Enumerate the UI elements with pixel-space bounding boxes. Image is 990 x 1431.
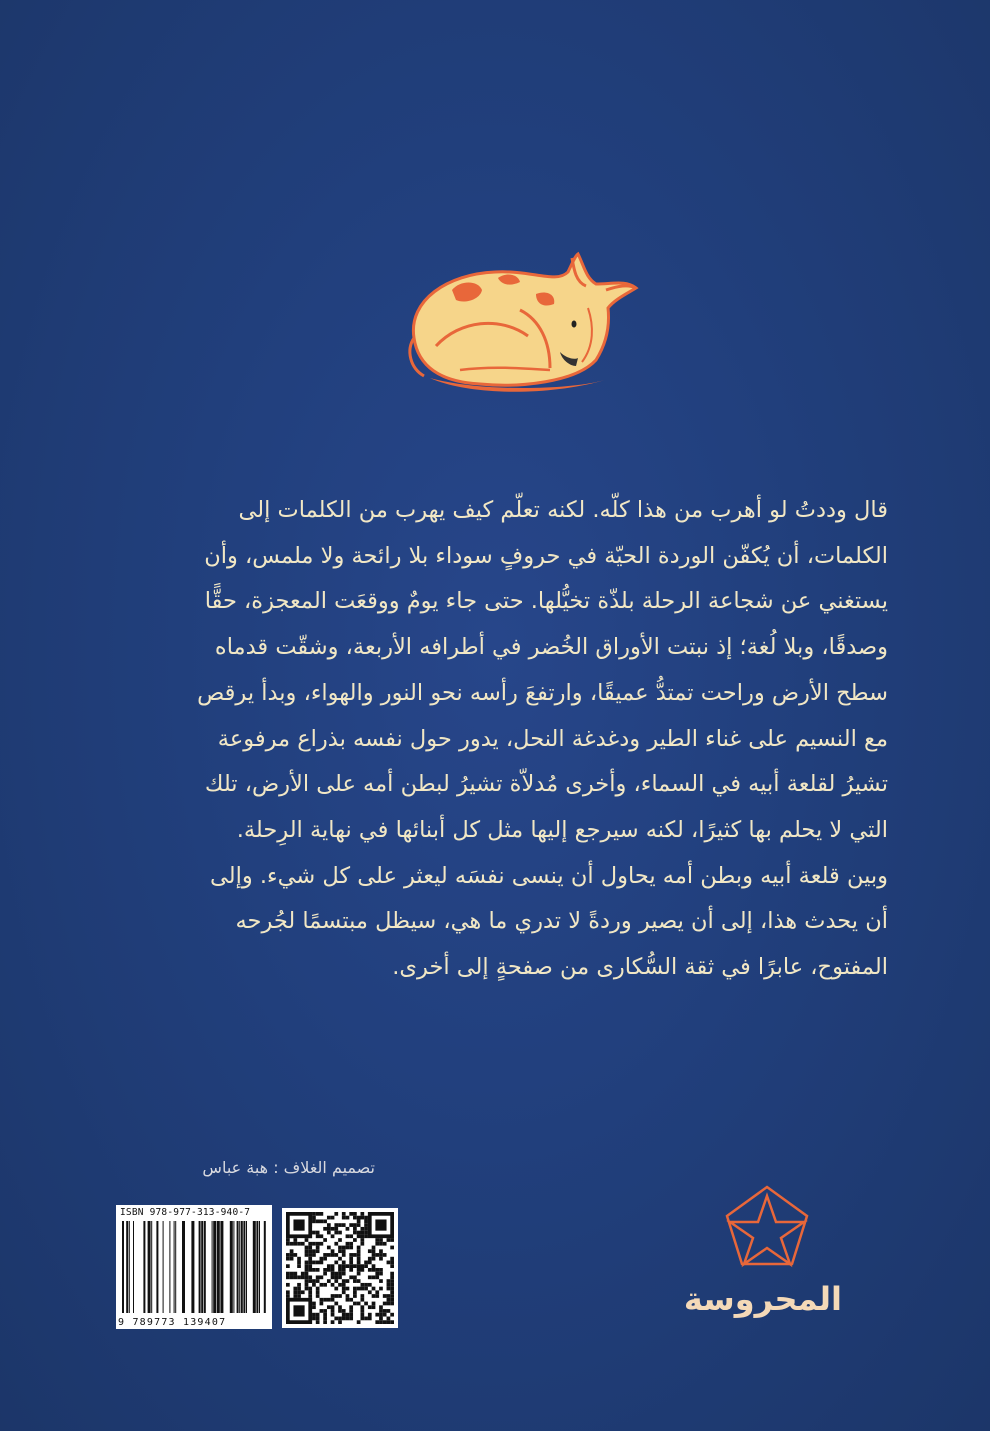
- publisher-logo-text: المحروسة: [683, 1280, 842, 1318]
- blurb-line: وصدقًا، وبلا لُغة؛ إذ نبتت الأوراق الخُضر في أطرافه الأربعة، وشقّت قدماه: [214, 634, 888, 661]
- isbn-label: ISBN 978-977-313-940-7: [120, 1207, 251, 1218]
- pentagon-star-icon: [724, 1184, 810, 1268]
- blurb-line: يستغني عن شجاعة الرحلة بلذّة تخيُّلها. حتى جاء يومٌ ووقعَت المعجزة، حقًّا: [204, 588, 888, 615]
- blurb-line: أن يحدث هذا، إلى أن يصير وردةً لا تدري ما هي، سيظل مبتسمًا لجُرحه: [235, 908, 888, 935]
- cover-design-credit: تصميم الغلاف : هبة عباس: [202, 1158, 375, 1177]
- isbn-barcode: [116, 1205, 272, 1329]
- barcode-digits: 9 789773 139407: [118, 1317, 227, 1328]
- sleeping-dog-illustration: [400, 250, 645, 400]
- barcode-bars: [122, 1221, 266, 1313]
- blurb-line: قال وددتُ لو أهرب من هذا كلّه. لكنه تعلّم كيف يهرب من الكلمات إلى: [238, 497, 888, 523]
- blurb-line: الكلمات، أن يُكفّن الوردة الحيّة في حروفٍ سوداء بلا رائحة ولا ملمس، وأن: [204, 542, 888, 569]
- blurb-line: تشيرُ لقلعة أبيه في السماء، وأخرى مُدلاّة تشيرُ لبطن أمه على الأرض، تلك: [204, 771, 888, 798]
- blurb-line: المفتوح، عابرًا في ثقة السُّكارى من صفحةٍ إلى أخرى.: [392, 954, 888, 981]
- qr-code: [282, 1208, 398, 1328]
- qr-modules: [286, 1212, 394, 1324]
- blurb-line: سطح الأرض وراحت تمتدُّ عميقًا، وارتفعَ رأسه نحو النور والهواء، وبدأ يرقص: [197, 679, 888, 706]
- blurb-text: [108, 488, 888, 991]
- blurb-line: مع النسيم على غناء الطير ودغدغة النحل، يدور حول نفسه بذراع مرفوعة: [217, 725, 888, 752]
- blurb-line: التي لا يحلم بها كثيرًا، لكنه سيرجع إليها مثل كل أبنائها في نهاية الرِحلة.: [236, 816, 888, 843]
- blurb-line: وبين قلعة أبيه وبطن أمه يحاول أن ينسى نفسَه ليعثر على كل شيء. وإلى: [209, 862, 888, 889]
